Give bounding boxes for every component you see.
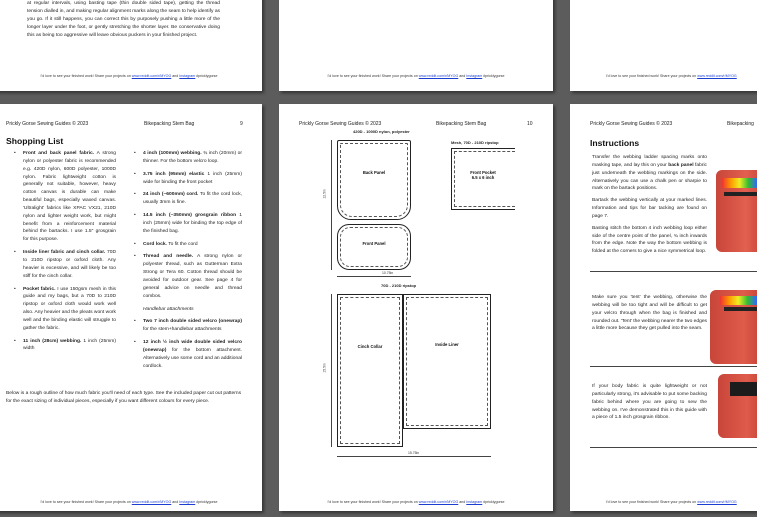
dimension-label-height-1: 12.5in (322, 189, 327, 199)
cinch-collar-inner (340, 297, 400, 444)
list-item: • Two 7 inch double sided velcro (onewrap) for the stem+handlebar attachments (143, 318, 242, 334)
main-fabric-heading: 420D - 1000D nylon, polyester (353, 129, 410, 134)
page-10-footer: I'd love to see your finished work! Share your projects on www.reddit.com/r/MYOG and Instagram #pricklygorse (327, 500, 505, 504)
page-number: 10 (527, 121, 533, 127)
reddit-link[interactable]: www.reddit.com/r/MYOG (697, 500, 737, 504)
instruction-step-3: If your body fabric is quite lightweight or not particularly strong, it's advisable to put some backing fabric behind where you are going to sew the webbing on. I've demonstrated this in this guide with a piece of 1.5 inch grosgrain ribbon. (592, 384, 707, 421)
instruction-step-2: Make sure you 'tent' the webbing, otherwise the webbing will be too tight and will be difficult to get your velcro through when the bag is finished and rounded out. 'Tent' the webbing nearer the two edges a little more because they get pulled into the seam. (592, 295, 707, 332)
list-item: • 14.5 inch (~350mm) grosgrain ribbon 1 inch (25mm) wide for binding the top edge of the finished bag. (143, 212, 242, 236)
back-panel-label: Back Panel (362, 170, 386, 175)
section-divider (590, 271, 757, 272)
instagram-link[interactable]: Instagram (179, 500, 196, 504)
page-header-left: Prickly Gorse Sewing Guides © 2023 (299, 121, 382, 127)
page-header-title: Bikepacking (727, 121, 754, 127)
page-header-left: Prickly Gorse Sewing Guides © 2023 (590, 121, 673, 127)
mesh-fabric-heading: Mesh, 70D - 210D ripstop (451, 140, 499, 145)
dimension-line-vertical-2 (331, 294, 332, 447)
fabric-outline-note: Below is a rough outline of how much fabric you'll need of each type. See the included paper cut out patterns for the exact sizing of individual pieces, especially if you want different colours for every piece. (6, 391, 242, 404)
reddit-link[interactable]: www.reddit.com/r/MYOG (418, 500, 459, 504)
page-top-right-footer: I'd love to see your finished work! Share your projects on www.reddit.com/r/MYOG (606, 74, 737, 78)
reddit-link[interactable]: www.reddit.com/r/MYOG (131, 500, 172, 504)
dimension-label-width-1: 10.75in (382, 271, 394, 275)
instagram-link[interactable]: Instagram (466, 74, 483, 78)
page-9 (0, 104, 262, 511)
reddit-link[interactable]: www.reddit.com/r/MYOG (131, 74, 172, 78)
page-title: Shopping List (6, 136, 64, 146)
page-11-partial (570, 104, 757, 511)
page-10 (279, 104, 553, 511)
shopping-list-col2 (130, 150, 242, 375)
page-9-footer: I'd love to see your finished work! Share your projects on www.reddit.com/r/MYOG and Instagram #pricklygorse (40, 500, 218, 504)
page-8-partial (0, 0, 262, 91)
page-top-right-partial (570, 0, 757, 91)
instagram-link[interactable]: Instagram (466, 500, 483, 504)
instruction-step-1: Transfer the webbing ladder spacing marks onto masking tape, and lay this on your back panel fabric just underneath the webbing markings on the side. Alternatively you can use a chalk pen or sharpie to mark on the bartack positions. Bartack the webbing vertically at your marked lines. Information and tips for bar tacking are found on page 7. Basting stitch the bottom 4 inch webbing loop either side of the centre point of the panel, ¾ inch inwards from the edge. Note the way the bottom webbing is folded at the corners to give a nice symmetrical loop. (592, 155, 708, 255)
list-item: • 4 inch (100mm) webbing. ¾ inch (20mm) or thinner. For the bottom velcro loop. (143, 150, 242, 166)
reddit-link[interactable]: www.reddit.com/r/MYOG (418, 74, 459, 78)
lining-fabric-heading: 70D - 210D ripstop (381, 283, 417, 288)
page-header-title: Bikepacking Stem Bag (436, 121, 487, 127)
front-panel-inner (340, 227, 408, 267)
page-top-middle-partial (279, 0, 553, 91)
list-item: • Pocket fabric. I use 150gsm mesh in this guide and my bags, but a 70D to 210D ripstop or oxford cloth would work well also. Any heavier and the pleats wont work well and the binding elastic will struggle to gather the fabric. (23, 286, 116, 333)
list-item: • 12 inch ½ inch wide double sided velcro (onewrap) for the bottom attachment. Alternatively use some cord and an additional cordlock. (143, 339, 242, 370)
list-item: • 3.75 inch (95mm) elastic 1 inch (25mm) wide for binding the front pocket (143, 171, 242, 187)
dimension-line-vertical-1 (331, 140, 332, 270)
list-item: • Front and back panel fabric. A strong nylon or polyester fabric is recommended e.g. 420D nylon, 600D polyester, 1000D nylon. Fabric lightweight cotton is generally not suitable, however, heavy cotton canvas is durable can make beautiful bags, especially waxed canvas. 'Ultralight' fabrics like XPAC VX21, 210D nylon and lighter weight work, but might benefit from a reinforcement material behind the bartacks. I use 1.5" grosgrain for this purpose. (23, 150, 116, 244)
list-item: • 11 inch (28cm) webbing. 1 inch (25mm) width (23, 338, 116, 354)
instagram-link[interactable]: Instagram (179, 74, 196, 78)
page-number: 9 (240, 121, 243, 127)
inside-liner-label: Inside Liner (435, 342, 459, 347)
reddit-link[interactable]: www.reddit.com/r/MYOG (697, 74, 737, 78)
list-item: • Inside liner fabric and cinch collar. 70D to 210D ripstop or oxford cloth. Any heavier is excessive, and will likely be too stiff for the cinch collar. (23, 249, 116, 280)
dimension-line-horizontal-1 (337, 276, 411, 277)
page-header-left: Prickly Gorse Sewing Guides © 2023 (6, 121, 89, 127)
page-top-middle-footer: I'd love to see your finished work! Share your projects on www.reddit.com/r/MYOG and Instagram #pricklygorse (327, 74, 505, 78)
webbing-photo-2 (710, 290, 757, 364)
cinch-collar-label: Cinch Collar (357, 344, 383, 349)
front-panel-label: Front Panel (362, 241, 386, 246)
dimension-label-width-2: 15.75in (408, 451, 420, 455)
page-title: Instructions (590, 138, 640, 148)
section-divider (590, 447, 757, 448)
webbing-photo-1 (716, 170, 757, 252)
page-8-paragraph: at regular intervals, using basting tape (thin double sided tape), getting the thread tension dialled in, and making regular alignment marks along the seam to help identify as you go. If it still happens, you can correct this by purposely pushing a little more of the longer layer under the foot, or gently stretching the shorter layer. Be conservative doing this as being too aggressive will leave obvious puckers in your finished project. (27, 1, 220, 38)
dimension-line-horizontal-2 (337, 456, 491, 457)
dimension-label-height-2: 15.5in (322, 363, 327, 373)
page-11-footer: I'd love to see your finished work! Share your projects on www.reddit.com/r/MYOG (606, 500, 737, 504)
handlebar-attachments-heading: Handlebar attachments (143, 306, 194, 312)
grosgrain-photo (718, 374, 757, 438)
list-item: • Cord lock. To fit the cord (143, 241, 242, 249)
list-item: • 24 inch (~600mm) cord. To fit the cord lock, usually 3mm is fine. (143, 191, 242, 207)
section-divider (590, 366, 757, 367)
list-item: • Thread and needle. A strong nylon or polyester thread, such as Gutterman Extra Strong or Tera 60. Cotton thread should be avoided for outdoor gear. See page 4 for general advice on needle and thread combos. (143, 253, 242, 300)
inside-liner-inner (406, 297, 488, 426)
front-pocket-label: Front Pocket 6.5 x 6 inch (470, 170, 496, 180)
shopping-list-col1 (10, 150, 116, 358)
back-panel-inner (340, 143, 408, 217)
page-header-title: Bikepacking Stem Bag (144, 121, 195, 127)
page-8-footer: I'd love to see your finished work! Share your projects on www.reddit.com/r/MYOG and Instagram #pricklygorse (40, 74, 218, 78)
